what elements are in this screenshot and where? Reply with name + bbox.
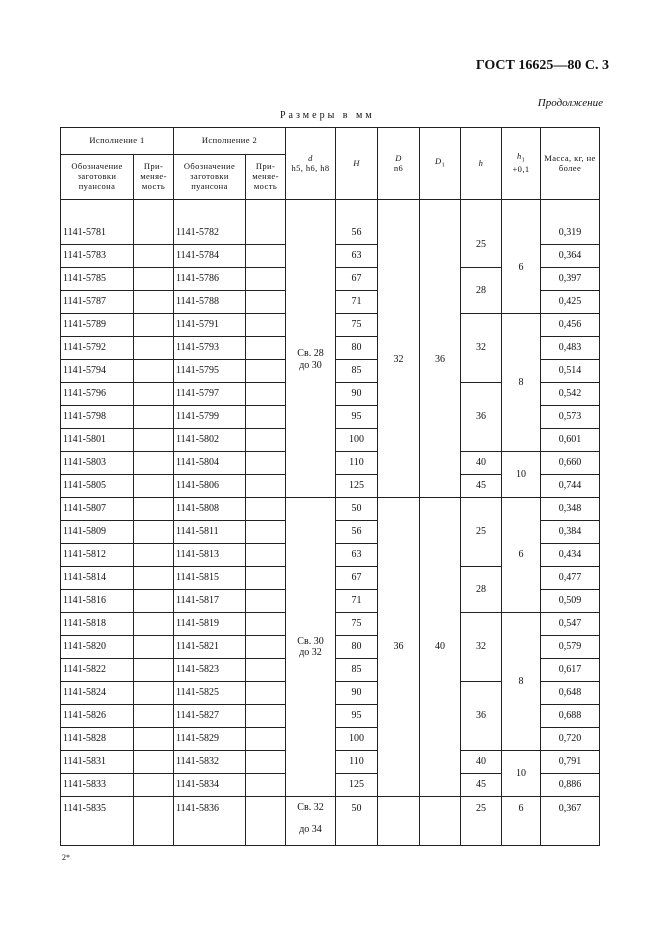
table-row [61,200,600,245]
designation-1: 1141-5785 [61,268,134,291]
applicability-1 [134,314,174,337]
applicability-1 [134,475,174,498]
h-value: 32 [461,613,502,682]
mass-value: 0,720 [541,728,600,751]
page-footer: 2* [62,853,70,862]
D1-value: 36 [420,200,461,498]
header-applicability-2: При- меняе- мость [246,155,286,200]
applicability-1 [134,590,174,613]
applicability-1 [134,429,174,452]
applicability-2 [246,636,286,659]
mass-value: 0,886 [541,774,600,797]
designation-1: 1141-5798 [61,406,134,429]
H-value: 80 [336,337,378,360]
designation-1: 1141-5783 [61,245,134,268]
mass-value: 0,477 [541,567,600,590]
mass-value: 0,744 [541,475,600,498]
designation-1: 1141-5787 [61,291,134,314]
H-value: 63 [336,544,378,567]
header-D1: $D_1$ [420,128,461,200]
mass-value: 0,456 [541,314,600,337]
applicability-1 [134,383,174,406]
h1-value: 10 [502,452,541,498]
mass-value: 0,384 [541,521,600,544]
designation-1: 1141-5805 [61,475,134,498]
mass-value: 0,425 [541,291,600,314]
applicability-2 [246,200,286,245]
applicability-2 [246,383,286,406]
header-group2: Исполнение 2 [174,128,286,155]
D-value: 32 [378,200,420,498]
h1-value: 10 [502,751,541,797]
mass-value: 0,319 [541,200,600,245]
mass-value: 0,617 [541,659,600,682]
mass-value: 0,397 [541,268,600,291]
header-designation-2: Обозначение заготовки пуансона [174,155,246,200]
h-value: 40 [461,751,502,774]
designation-1: 1141-5812 [61,544,134,567]
designation-2: 1141-5784 [174,245,246,268]
designation-2: 1141-5786 [174,268,246,291]
h-value: 45 [461,774,502,797]
table-row [61,498,600,521]
H-value: 71 [336,590,378,613]
applicability-1 [134,544,174,567]
designation-1: 1141-5824 [61,682,134,705]
applicability-2 [246,567,286,590]
H-value: 90 [336,682,378,705]
designation-2: 1141-5788 [174,291,246,314]
continuation-label: Продолжение [537,97,603,109]
applicability-2 [246,314,286,337]
table-row [61,797,600,846]
applicability-1 [134,268,174,291]
H-value: 50 [336,797,378,846]
designation-1: 1141-5792 [61,337,134,360]
applicability-2 [246,774,286,797]
mass-value: 0,542 [541,383,600,406]
designation-1: 1141-5835 [61,797,134,846]
applicability-1 [134,406,174,429]
H-value: 56 [336,521,378,544]
applicability-2 [246,728,286,751]
applicability-1 [134,245,174,268]
mass-value: 0,434 [541,544,600,567]
D-value: 36 [378,498,420,797]
d-range: Св. 32 до 34 [286,797,336,846]
dimensions-table [60,127,600,846]
H-value: 125 [336,475,378,498]
h-value: 45 [461,475,502,498]
applicability-1 [134,797,174,846]
designation-2: 1141-5832 [174,751,246,774]
h1-value: 6 [502,200,541,314]
h1-value: 6 [502,498,541,613]
H-value: 95 [336,406,378,429]
header-mass: Масса, кг, не более [541,128,600,200]
h-value: 25 [461,200,502,268]
h-value: 40 [461,452,502,475]
D-value [378,797,420,846]
applicability-2 [246,360,286,383]
H-value: 110 [336,452,378,475]
h1-value: 8 [502,613,541,751]
designation-2: 1141-5817 [174,590,246,613]
mass-value: 0,648 [541,682,600,705]
designation-1: 1141-5816 [61,590,134,613]
applicability-1 [134,728,174,751]
designation-1: 1141-5796 [61,383,134,406]
applicability-1 [134,200,174,245]
header-group1: Исполнение 1 [61,128,174,155]
H-value: 90 [336,383,378,406]
applicability-2 [246,613,286,636]
header-H: H [336,128,378,200]
H-value: 56 [336,200,378,245]
mass-value: 0,660 [541,452,600,475]
designation-1: 1141-5809 [61,521,134,544]
designation-1: 1141-5801 [61,429,134,452]
applicability-1 [134,659,174,682]
H-value: 100 [336,429,378,452]
designation-2: 1141-5825 [174,682,246,705]
applicability-2 [246,291,286,314]
designation-2: 1141-5802 [174,429,246,452]
h1-value: 8 [502,314,541,452]
applicability-1 [134,452,174,475]
designation-2: 1141-5799 [174,406,246,429]
designation-2: 1141-5836 [174,797,246,846]
applicability-2 [246,337,286,360]
mass-value: 0,367 [541,797,600,846]
designation-2: 1141-5804 [174,452,246,475]
designation-2: 1141-5834 [174,774,246,797]
H-value: 63 [336,245,378,268]
mass-value: 0,514 [541,360,600,383]
group-3 [61,797,600,846]
designation-1: 1141-5807 [61,498,134,521]
H-value: 95 [336,705,378,728]
h-value: 25 [461,498,502,567]
applicability-1 [134,682,174,705]
designation-2: 1141-5808 [174,498,246,521]
applicability-1 [134,337,174,360]
h-value: 25 [461,797,502,846]
H-value: 71 [336,291,378,314]
H-value: 67 [336,268,378,291]
designation-1: 1141-5831 [61,751,134,774]
header-d: d h5, h6, h8 [286,128,336,200]
mass-value: 0,601 [541,429,600,452]
designation-2: 1141-5829 [174,728,246,751]
applicability-2 [246,406,286,429]
designation-2: 1141-5791 [174,314,246,337]
h-value: 36 [461,383,502,452]
applicability-1 [134,751,174,774]
H-value: 85 [336,659,378,682]
designation-2: 1141-5811 [174,521,246,544]
applicability-1 [134,291,174,314]
h-value: 36 [461,682,502,751]
header-h1: $h_1$ +0,1 [502,128,541,200]
applicability-2 [246,705,286,728]
applicability-2 [246,475,286,498]
designation-2: 1141-5813 [174,544,246,567]
designation-2: 1141-5819 [174,613,246,636]
H-value: 50 [336,498,378,521]
designation-1: 1141-5794 [61,360,134,383]
group-2 [61,498,600,797]
group-1 [61,200,600,498]
applicability-2 [246,498,286,521]
applicability-2 [246,245,286,268]
H-value: 85 [336,360,378,383]
designation-2: 1141-5823 [174,659,246,682]
designation-2: 1141-5806 [174,475,246,498]
applicability-2 [246,590,286,613]
mass-value: 0,509 [541,590,600,613]
applicability-1 [134,636,174,659]
H-value: 110 [336,751,378,774]
designation-1: 1141-5803 [61,452,134,475]
applicability-2 [246,268,286,291]
header-D: D n6 [378,128,420,200]
h-value: 28 [461,268,502,314]
designation-1: 1141-5820 [61,636,134,659]
designation-1: 1141-5822 [61,659,134,682]
designation-1: 1141-5814 [61,567,134,590]
H-value: 100 [336,728,378,751]
designation-2: 1141-5815 [174,567,246,590]
designation-1: 1141-5781 [61,200,134,245]
designation-2: 1141-5793 [174,337,246,360]
designation-2: 1141-5821 [174,636,246,659]
h-value: 28 [461,567,502,613]
designation-2: 1141-5797 [174,383,246,406]
applicability-2 [246,429,286,452]
applicability-1 [134,521,174,544]
H-value: 75 [336,314,378,337]
designation-1: 1141-5833 [61,774,134,797]
H-value: 67 [336,567,378,590]
d-range: Св. 28 до 30 [286,200,336,498]
designation-2: 1141-5795 [174,360,246,383]
designation-1: 1141-5789 [61,314,134,337]
applicability-1 [134,705,174,728]
D1-value: 40 [420,498,461,797]
applicability-1 [134,567,174,590]
d-range: Св. 30 до 32 [286,498,336,797]
applicability-2 [246,751,286,774]
applicability-2 [246,659,286,682]
applicability-1 [134,774,174,797]
mass-value: 0,364 [541,245,600,268]
header-applicability-1: При- меняе- мость [134,155,174,200]
H-value: 125 [336,774,378,797]
mass-value: 0,688 [541,705,600,728]
H-value: 75 [336,613,378,636]
designation-1: 1141-5826 [61,705,134,728]
applicability-2 [246,521,286,544]
mass-value: 0,579 [541,636,600,659]
h-value: 32 [461,314,502,383]
applicability-1 [134,498,174,521]
header-h: h [461,128,502,200]
designation-1: 1141-5828 [61,728,134,751]
mass-value: 0,348 [541,498,600,521]
applicability-2 [246,452,286,475]
mass-value: 0,483 [541,337,600,360]
applicability-2 [246,544,286,567]
h1-value: 6 [502,797,541,846]
designation-1: 1141-5818 [61,613,134,636]
mass-value: 0,547 [541,613,600,636]
mass-value: 0,573 [541,406,600,429]
mass-value: 0,791 [541,751,600,774]
applicability-1 [134,360,174,383]
H-value: 80 [336,636,378,659]
applicability-1 [134,613,174,636]
applicability-2 [246,682,286,705]
header-designation-1: Обозначение заготовки пуансона [61,155,134,200]
designation-2: 1141-5827 [174,705,246,728]
sizes-caption: Размеры в мм [280,110,375,121]
page-header: ГОСТ 16625—80 С. 3 [475,58,609,73]
designation-2: 1141-5782 [174,200,246,245]
D1-value [420,797,461,846]
applicability-2 [246,797,286,846]
